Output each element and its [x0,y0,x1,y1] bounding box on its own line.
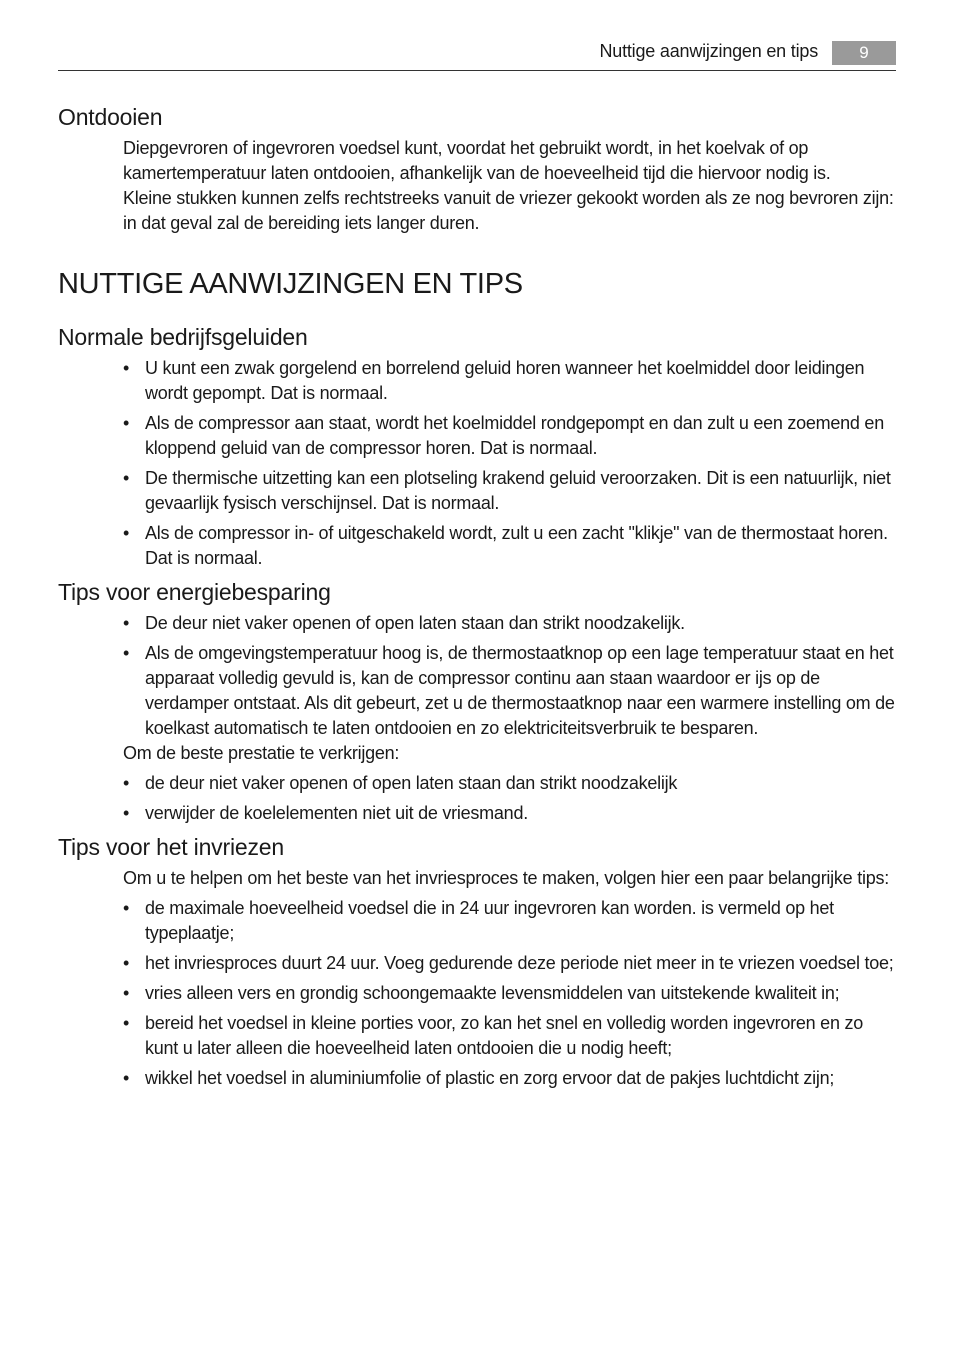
list-item-text: bereid het voedsel in kleine porties voor, zo kan het snel en volledig worden ingevroren en zo kunt u later alleen die hoeveelheid laten ontdooien die u nodig heeft; [145,1013,863,1058]
list-item [123,771,896,796]
invriezen-intro: Om u te helpen om het beste van het invriesproces te maken, volgen hier een paar belangrijke tips: [123,868,889,888]
list-item-text: verwijder de koelelementen niet uit de vriesmand. [145,803,528,823]
list-item [123,896,896,946]
list-item [123,801,896,826]
list-item-text: Als de compressor aan staat, wordt het koelmiddel rondgepompt en dan zult u een zoemend en kloppend geluid van de compressor horen. Dat is normaal. [145,413,884,458]
list-item-text: De thermische uitzetting kan een plotseling krakend geluid veroorzaken. Dit is een natuurlijk, niet gevaarlijk fysisch verschijnsel. Dat is normaal. [145,468,891,513]
bullet-icon: • [123,1068,130,1088]
list-item-text: De deur niet vaker openen of open laten staan dan strikt noodzakelijk. [145,613,685,633]
list-item [123,981,896,1006]
list-item-text: het invriesproces duurt 24 uur. Voeg gedurende deze periode niet meer in te vriezen voedsel toe; [145,953,894,973]
list-item-text: Als de omgevingstemperatuur hoog is, de thermostaatknop op een lage temperatuur staat en het apparaat volledig gevuld is, kan de compressor continu aan staan waardoor er ijs op de verdamper ontstaat. Als dit gebeurt, zet u de thermostaatknop naar een warmere instelling om de koelkast automatisch te laten ontdooien en zo elektriciteitsverbruik te besparen. [145,643,895,738]
bullet-icon: • [123,803,130,823]
main-title: NUTTIGE AANWIJZINGEN EN TIPS [58,268,523,300]
invriezen-list [58,896,896,1091]
bullet-icon: • [123,523,130,543]
energiebesparing-list [58,611,896,741]
heading-bedrijfsgeluiden: Normale bedrijfsgeluiden [58,324,308,350]
list-item [123,356,896,406]
heading-ontdooien: Ontdooien [58,104,163,130]
list-item [123,951,896,976]
energiebesparing-intro: Om de beste prestatie te verkrijgen: [123,743,400,763]
paragraph: Kleine stukken kunnen zelfs rechtstreeks vanuit de vriezer gekookt worden als ze nog bevroren zijn: in dat geval zal de bereiding iets langer duren. [123,188,894,233]
list-item-text: de maximale hoeveelheid voedsel die in 24 uur ingevroren kan worden. is vermeld op het typeplaatje; [145,898,834,943]
heading-invriezen: Tips voor het invriezen [58,834,284,860]
page-number: 9 [832,41,896,65]
header-title: Nuttige aanwijzingen en tips [599,41,818,61]
bullet-icon: • [123,773,130,793]
bullet-icon: • [123,613,130,633]
list-item [123,611,896,636]
bedrijfsgeluiden-list [58,356,896,571]
paragraph: Diepgevroren of ingevroren voedsel kunt, voordat het gebruikt wordt, in het koelvak of op kamertemperatuur laten ontdooien, afhankelijk van de hoeveelheid tijd die hiervoor nodig is. [123,138,831,183]
bullet-icon: • [123,358,130,378]
prestatie-list [58,771,896,826]
heading-energiebesparing: Tips voor energiebesparing [58,579,331,605]
list-item-text: vries alleen vers en grondig schoongemaakte levensmiddelen van uitstekende kwaliteit in; [145,983,840,1003]
list-item [123,641,896,741]
bullet-icon: • [123,953,130,973]
list-item [123,466,896,516]
list-item [123,1011,896,1061]
list-item-text: Als de compressor in- of uitgeschakeld wordt, zult u een zacht "klikje" van de thermostaat horen. Dat is normaal. [145,523,888,568]
page-content [58,101,896,1096]
bullet-icon: • [123,468,130,488]
list-item-text: wikkel het voedsel in aluminiumfolie of plastic en zorg ervoor dat de pakjes luchtdicht zijn; [145,1068,835,1088]
bullet-icon: • [123,413,130,433]
list-item [123,411,896,461]
list-item-text: U kunt een zwak gorgelend en borrelend geluid horen wanneer het koelmiddel door leidingen wordt gepompt. Dat is normaal. [145,358,865,403]
ontdooien-body [58,136,896,236]
list-item [123,1066,896,1091]
page-header [58,38,896,71]
bullet-icon: • [123,983,130,1003]
bullet-icon: • [123,898,130,918]
list-item [123,521,896,571]
list-item-text: de deur niet vaker openen of open laten staan dan strikt noodzakelijk [145,773,678,793]
bullet-icon: • [123,643,130,663]
bullet-icon: • [123,1013,130,1033]
